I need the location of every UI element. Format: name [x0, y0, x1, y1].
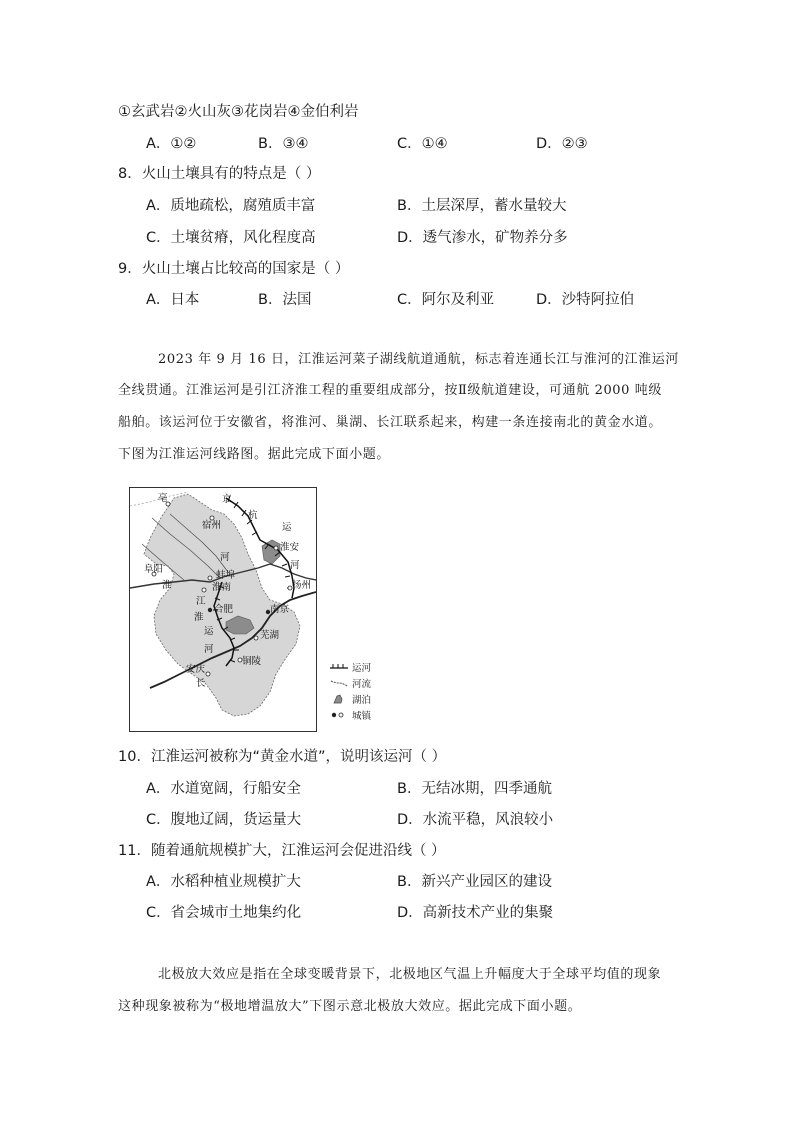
q7-option-b: B．③④	[258, 136, 309, 152]
q10-option-d: D．水流平稳，风浪较小	[397, 812, 554, 828]
label-bengbu: 蚌埠	[216, 570, 236, 581]
q9-stem: 9．火山土壤占比较高的国家是（ ）	[118, 261, 350, 277]
passage2-line-1: 北极放大效应是指在全球变暖背景下，北极地区气温上升幅度大于全球平均值的现象	[158, 967, 662, 982]
label-huai-2: 淮	[194, 612, 204, 623]
q11-option-d: D．高新技术产业的集聚	[397, 905, 554, 921]
q9-option-d: D．沙特阿拉伯	[536, 292, 635, 308]
label-wuhu: 芜湖	[260, 630, 280, 641]
label-huai: 淮	[162, 580, 172, 591]
label-bozhou: 亳	[158, 493, 168, 504]
q7-options-stem: ①玄武岩②火山灰③花岗岩④金伯利岩	[118, 104, 359, 120]
label-he-3: 河	[204, 644, 214, 655]
q11-stem: 11．随着通航规模扩大，江淮运河会促进沿线（ ）	[118, 843, 446, 859]
label-huainan: 淮南	[212, 582, 232, 593]
q9-option-c: C．阿尔及利亚	[397, 292, 495, 308]
city-anqing	[206, 672, 210, 676]
label-yangzhou: 扬州	[292, 580, 312, 591]
passage1-line-3: 船舶。该运河位于安徽省，将淮河、巢湖、长江联系起来，构建一条连接南北的黄金水道。	[118, 415, 663, 430]
q8-option-a: A．质地疏松，腐殖质丰富	[146, 198, 316, 214]
label-yun: 运	[282, 522, 292, 533]
q8-option-b: B．土层深厚，蓄水量较大	[397, 198, 567, 214]
city-huainan	[202, 588, 206, 592]
hongze-lake	[262, 540, 280, 564]
canal-map-drawing	[130, 488, 316, 731]
legend-town	[330, 708, 371, 722]
label-huaian: 淮安	[280, 542, 300, 553]
city-hefei	[208, 608, 212, 612]
q7-option-a: A．①②	[146, 136, 197, 152]
q11-option-c: C．省会城市土地集约化	[146, 905, 302, 921]
q11-option-b: B．新兴产业园区的建设	[397, 874, 552, 890]
q10-option-c: C．腹地辽阔，货运量大	[146, 812, 302, 828]
q10-option-a: A．水道宽阔，行船安全	[146, 781, 301, 797]
label-he-1: 河	[220, 552, 230, 563]
q9-option-a: A．日本	[146, 292, 200, 308]
legend-town-label: 城镇	[352, 711, 372, 722]
canal-symbol-icon	[330, 662, 348, 672]
q7-option-d: D．②③	[536, 136, 588, 152]
canal-route-map	[129, 487, 317, 732]
passage1-line-1: 2023 年 9 月 16 日，江淮运河菜子湖线航道通航，标志着连通长江与淮河的江淮运河	[158, 352, 679, 367]
q8-option-d: D．透气渗水，矿物养分多	[397, 230, 568, 246]
label-fuyang: 阜阳	[144, 564, 164, 575]
legend-river-label: 河流	[352, 679, 372, 690]
label-chang: 长	[196, 678, 206, 689]
passage2-line-2: 这种现象被称为“极地增温放大”下图示意北极放大效应。据此完成下面小题。	[118, 999, 582, 1014]
q10-stem: 10．江淮运河被称为“黄金水道”，说明该运河（ ）	[118, 749, 447, 765]
legend-river	[330, 676, 371, 690]
passage1-line-2: 全线贯通。江淮运河是引江济淮工程的重要组成部分，按Ⅱ级航道建设，可通航 2000 吨级	[118, 383, 662, 398]
label-hang: 杭	[248, 510, 258, 521]
label-jiang: 江	[196, 596, 206, 607]
label-anqing: 安庆	[186, 664, 206, 675]
legend-canal-label: 运河	[352, 663, 372, 674]
lake-symbol-icon	[330, 694, 348, 704]
label-he-2: 河	[290, 560, 300, 571]
q9-option-b: B．法国	[258, 292, 312, 308]
q8-stem: 8．火山土壤具有的特点是（ ）	[118, 166, 321, 182]
q8-option-c: C．土壤贫瘠，风化程度高	[146, 230, 316, 246]
label-tongling: 铜陵	[242, 656, 262, 667]
river-symbol-icon	[330, 678, 348, 688]
legend-lake	[330, 692, 371, 706]
city-wuhu	[254, 636, 258, 640]
label-yun-2: 运	[204, 626, 214, 637]
legend-canal	[330, 660, 371, 674]
q10-option-b: B．无结冰期，四季通航	[397, 781, 552, 797]
q11-option-a: A．水稻种植业规模扩大	[146, 874, 301, 890]
label-hefei: 合肥	[214, 604, 234, 615]
legend-lake-label: 湖泊	[352, 695, 372, 706]
city-huaian	[274, 546, 278, 550]
label-nanjing: 南京	[270, 604, 290, 615]
town-symbol-icon	[330, 710, 348, 720]
city-bengbu	[208, 576, 212, 580]
passage1-line-4: 下图为江淮运河线路图。据此完成下面小题。	[118, 447, 391, 462]
map-legend	[330, 660, 390, 724]
label-jing: 京	[222, 494, 232, 505]
label-suzhou: 宿州	[202, 520, 222, 531]
q7-option-c: C．①④	[397, 136, 448, 152]
